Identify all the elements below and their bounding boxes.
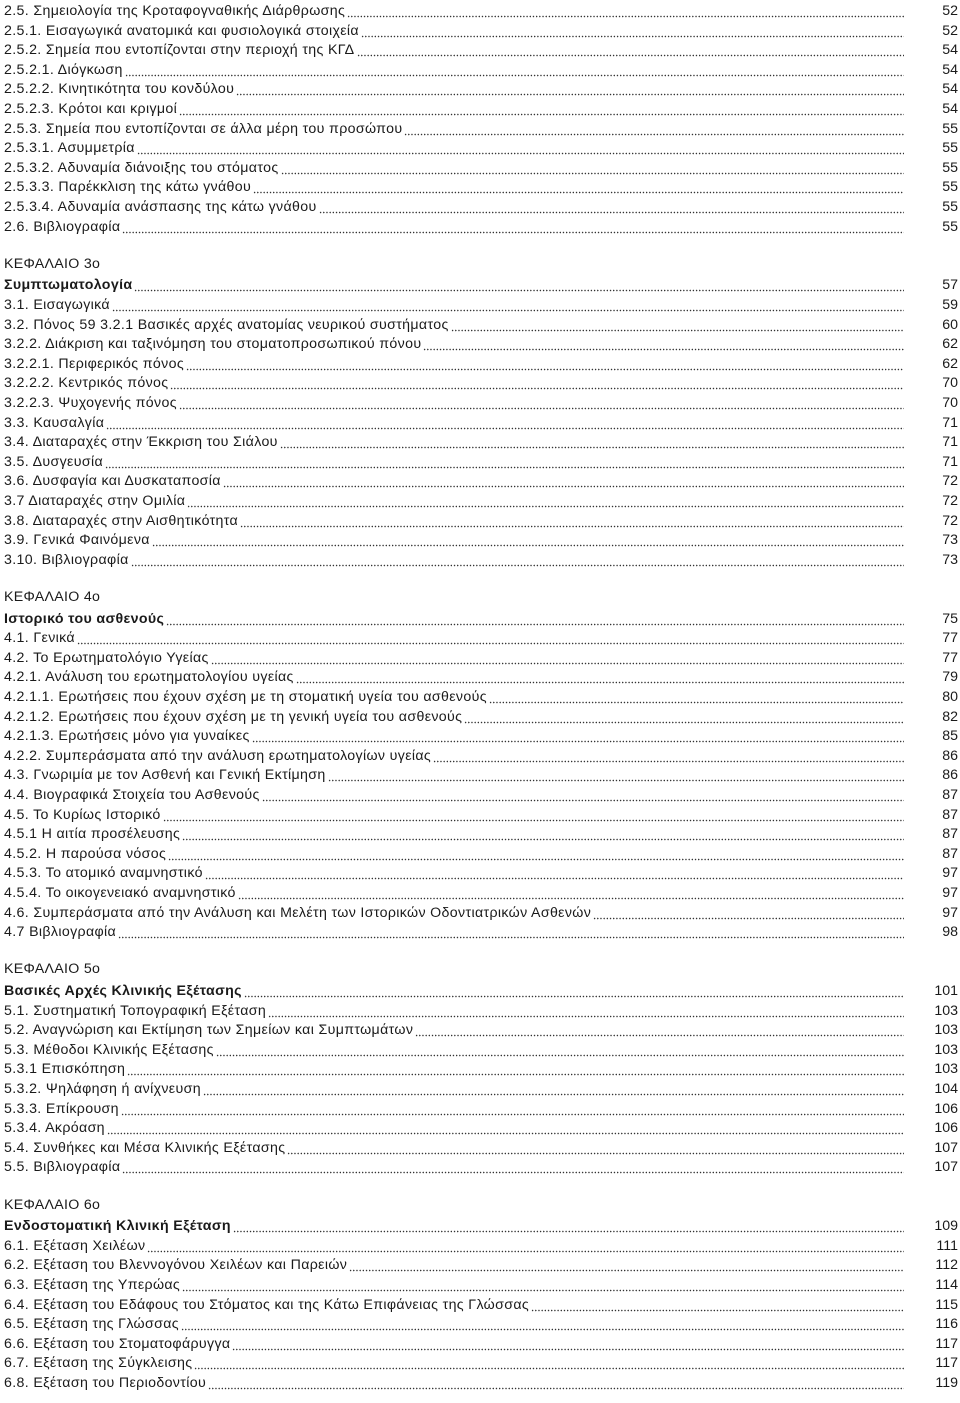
dot-leader bbox=[281, 161, 904, 175]
toc-entry-title: 3.2.2.1. Περιφερικός πόνος bbox=[4, 355, 185, 372]
dot-leader bbox=[232, 1337, 904, 1351]
dot-leader bbox=[182, 827, 904, 841]
toc-entry[interactable] bbox=[4, 1372, 958, 1392]
dot-leader bbox=[268, 1004, 904, 1018]
dot-leader bbox=[531, 1298, 904, 1312]
toc-entry[interactable] bbox=[4, 1117, 958, 1137]
toc-entry-title: 6.6. Εξέταση του Στοματοφάρυγγα bbox=[4, 1335, 231, 1352]
toc-page-number: 106 bbox=[934, 1120, 958, 1137]
toc-entry-title: 4.5.3. Το ατομικό αναμνηστικό bbox=[4, 865, 203, 882]
toc-entry-title: 5.1. Συστηματική Τοπογραφική Εξέταση bbox=[4, 1002, 267, 1019]
toc-entry-title: 4.7 Βιβλιογραφία bbox=[4, 924, 117, 941]
toc-entry-title: 5.3.2. Ψηλάφηση ή ανίχνευση bbox=[4, 1081, 201, 1097]
toc-entry-title: 2.5.3.3. Παρέκκλιση της κάτω γνάθου bbox=[4, 179, 252, 196]
toc-page-number: 77 bbox=[942, 649, 958, 666]
dot-leader bbox=[433, 749, 904, 763]
toc-entry[interactable] bbox=[4, 1352, 958, 1372]
toc-entry-title: Ενδοστοματική Κλινική Εξέταση bbox=[4, 1218, 231, 1235]
dot-leader bbox=[489, 690, 904, 704]
toc-entry[interactable] bbox=[4, 470, 958, 490]
toc-entry-title: 3.5. Δυσγευσία bbox=[4, 453, 104, 470]
toc-entry[interactable] bbox=[4, 647, 958, 667]
toc-page-number: 104 bbox=[934, 1081, 958, 1097]
toc-entry[interactable] bbox=[4, 823, 958, 843]
toc-entry[interactable] bbox=[4, 1313, 958, 1333]
dot-leader bbox=[328, 768, 904, 782]
dot-leader bbox=[280, 435, 904, 449]
dot-leader bbox=[147, 1239, 904, 1253]
toc-entry-title: 5.2. Αναγνώριση και Εκτίμηση των Σημείων και Συμπτωμάτων bbox=[4, 1022, 414, 1039]
dot-leader bbox=[105, 455, 904, 469]
dot-leader bbox=[170, 376, 904, 390]
toc-entry[interactable] bbox=[4, 784, 958, 804]
toc-page-number: 71 bbox=[942, 434, 958, 451]
toc-entry-title: 3.2. Πόνος 59 3.2.1 Βασικές αρχές ανατομίας νευρικού συστήματος bbox=[4, 316, 449, 333]
toc-entry[interactable] bbox=[4, 1019, 958, 1039]
toc-entry-title: 2.5.3.4. Αδυναμία ανάσπασης της κάτω γνάθου bbox=[4, 199, 317, 215]
toc-entry-title: 6.5. Εξέταση της Γλώσσας bbox=[4, 1316, 179, 1333]
dot-leader bbox=[186, 357, 904, 371]
dot-leader bbox=[179, 102, 904, 116]
toc-entry-title: 3.6. Δυσφαγία και Δυσκαταποσία bbox=[4, 473, 221, 490]
toc-page-number: 107 bbox=[934, 1159, 958, 1176]
toc-page-number: 73 bbox=[942, 532, 958, 549]
dot-leader bbox=[181, 1317, 904, 1331]
toc-page-number: 57 bbox=[942, 277, 958, 294]
toc-page-number: 54 bbox=[942, 101, 958, 117]
dot-leader bbox=[122, 1160, 904, 1174]
toc-entry[interactable] bbox=[4, 1098, 958, 1118]
toc-page-number: 107 bbox=[934, 1139, 958, 1156]
toc-entry-title: 3.2.2.2. Κεντρικός πόνος bbox=[4, 375, 169, 392]
toc-page-number: 115 bbox=[935, 1296, 958, 1313]
toc-entry-title: 2.5.3. Σημεία που εντοπίζονται σε άλλα μέρη του προσώπου bbox=[4, 120, 403, 137]
dot-leader bbox=[287, 1141, 904, 1155]
toc-page-number: 54 bbox=[942, 42, 958, 59]
toc-page-number: 70 bbox=[942, 375, 958, 392]
toc-entry-title: 5.3. Μέθοδοι Κλινικής Εξέτασης bbox=[4, 1041, 214, 1058]
dot-leader bbox=[203, 1082, 904, 1096]
toc-entry[interactable] bbox=[4, 666, 958, 686]
dot-leader bbox=[244, 984, 904, 998]
toc-entry-title: 2.5. Σημειολογία της Κροταφογναθικής Διάρθρωσης bbox=[4, 3, 346, 19]
toc-entry[interactable] bbox=[4, 804, 958, 824]
toc-page-number: 72 bbox=[942, 512, 958, 529]
toc-page-number: 87 bbox=[942, 787, 958, 803]
toc-page-number: 77 bbox=[942, 630, 958, 647]
dot-leader bbox=[134, 278, 904, 292]
toc-entry-title: 4.2. Το Ερωτηματολόγιο Υγείας bbox=[4, 649, 209, 666]
toc-entry[interactable] bbox=[4, 372, 958, 392]
dot-leader bbox=[319, 200, 904, 214]
toc-entry[interactable] bbox=[4, 1333, 958, 1353]
toc-entry[interactable] bbox=[4, 451, 958, 471]
dot-leader bbox=[349, 1258, 904, 1272]
toc-entry-title: 4.2.1.2. Ερωτήσεις που έχουν σχέση με τη γενική υγεία του ασθενούς bbox=[4, 708, 463, 725]
toc-page-number: 111 bbox=[936, 1237, 958, 1254]
toc-entry[interactable] bbox=[4, 412, 958, 432]
dot-leader bbox=[238, 886, 904, 900]
toc-entry[interactable] bbox=[4, 216, 958, 236]
toc-entry[interactable] bbox=[4, 1254, 958, 1274]
toc-entry-title: Βασικές Αρχές Κλινικής Εξέτασης bbox=[4, 983, 242, 999]
toc-entry[interactable] bbox=[4, 392, 958, 412]
toc-entry[interactable] bbox=[4, 1235, 958, 1255]
toc-entry-title: 2.5.2.2. Κινητικότητα του κονδύλου bbox=[4, 81, 235, 98]
toc-entry-title: 3.9. Γενικά Φαινόμενα bbox=[4, 532, 150, 549]
toc-entry-title: 4.2.1.3. Ερωτήσεις μόνο για γυναίκες bbox=[4, 728, 250, 745]
toc-entry-title: 4.2.1. Ανάλυση του ερωτηματολογίου υγείας bbox=[4, 669, 294, 686]
toc-page-number: 82 bbox=[942, 708, 958, 725]
toc-page-number: 80 bbox=[942, 689, 958, 705]
toc-page-number: 103 bbox=[934, 1041, 958, 1058]
toc-page-number: 87 bbox=[942, 826, 958, 843]
toc-entry[interactable] bbox=[4, 862, 958, 882]
dot-leader bbox=[236, 82, 904, 96]
toc-entry[interactable] bbox=[4, 294, 958, 314]
toc-page-number: 103 bbox=[934, 1061, 958, 1078]
toc-page-number: 71 bbox=[942, 414, 958, 431]
toc-page-number: 59 bbox=[942, 297, 958, 313]
dot-leader bbox=[106, 416, 904, 430]
toc-entry-title: 5.3.1 Επισκόπηση bbox=[4, 1061, 126, 1078]
toc-entry-title: 3.1. Εισαγωγικά bbox=[4, 297, 110, 313]
dot-leader bbox=[208, 1376, 904, 1390]
toc-entry-title: 3.3. Καυσαλγία bbox=[4, 414, 105, 431]
toc-page-number: 75 bbox=[942, 610, 958, 627]
toc-entry-title: 3.10. Βιβλιογραφία bbox=[4, 551, 129, 568]
toc-page-number: 62 bbox=[942, 336, 958, 353]
toc-entry[interactable] bbox=[4, 431, 958, 451]
toc-entry[interactable] bbox=[4, 157, 958, 177]
dot-leader bbox=[296, 670, 904, 684]
toc-entry-title: 6.4. Εξέταση του Εδάφους του Στόματος και της Κάτω Επιφάνειας της Γλώσσας bbox=[4, 1296, 530, 1313]
dot-leader bbox=[122, 220, 904, 234]
dot-leader bbox=[77, 631, 904, 645]
dot-leader bbox=[240, 514, 904, 528]
toc-entry[interactable] bbox=[4, 39, 958, 59]
dot-leader bbox=[121, 1102, 904, 1116]
toc-entry[interactable] bbox=[4, 686, 958, 706]
dot-leader bbox=[137, 141, 904, 155]
chapter-heading: ΚΕΦΑΛΑΙΟ 5ο bbox=[4, 961, 101, 978]
dot-leader bbox=[216, 1043, 904, 1057]
dot-leader bbox=[112, 298, 904, 312]
toc-page-number: 55 bbox=[942, 140, 958, 157]
toc-entry-title: 3.4. Διαταραχές στην Έκκριση του Σιάλου bbox=[4, 434, 278, 451]
dot-leader bbox=[179, 396, 904, 410]
dot-leader bbox=[152, 533, 904, 547]
toc-page-number: 97 bbox=[942, 865, 958, 882]
dot-leader bbox=[357, 43, 905, 57]
toc-entry[interactable] bbox=[4, 510, 958, 530]
toc-entry[interactable] bbox=[4, 529, 958, 549]
toc-page-number: 87 bbox=[942, 806, 958, 823]
toc-entry[interactable] bbox=[4, 1274, 958, 1294]
toc-entry-title: 6.7. Εξέταση της Σύγκλεισης bbox=[4, 1355, 193, 1372]
toc-page-number: 103 bbox=[934, 1022, 958, 1039]
toc-entry[interactable] bbox=[4, 353, 958, 373]
toc-page-number: 86 bbox=[942, 747, 958, 764]
toc-entry[interactable] bbox=[4, 1000, 958, 1020]
dot-leader bbox=[131, 553, 904, 567]
toc-entry[interactable] bbox=[4, 882, 958, 902]
toc-entry[interactable] bbox=[4, 20, 958, 40]
toc-entry-title: 2.5.3.1. Ασυμμετρία bbox=[4, 140, 135, 157]
dot-leader bbox=[451, 318, 904, 332]
dot-leader bbox=[593, 906, 904, 920]
toc-page-number: 119 bbox=[935, 1375, 958, 1391]
dot-leader bbox=[107, 1121, 904, 1135]
toc-entry[interactable] bbox=[4, 706, 958, 726]
dot-leader bbox=[223, 474, 904, 488]
toc-entry-title: Ιστορικό του ασθενούς bbox=[4, 610, 165, 627]
toc-entry-title: 3.2.2.3. Ψυχογενής πόνος bbox=[4, 395, 177, 411]
dot-leader bbox=[125, 63, 904, 77]
chapter-title-entry[interactable] bbox=[4, 608, 958, 628]
toc-entry-title: 5.4. Συνθήκες και Μέσα Κλινικής Εξέτασης bbox=[4, 1139, 286, 1156]
toc-entry-title: 5.3.3. Επίκρουση bbox=[4, 1100, 119, 1117]
dot-leader bbox=[233, 1219, 904, 1233]
toc-page-number: 62 bbox=[942, 355, 958, 372]
toc-entry[interactable] bbox=[4, 745, 958, 765]
toc-entry[interactable] bbox=[4, 1039, 958, 1059]
toc-page-number: 60 bbox=[942, 316, 958, 333]
toc-entry-title: 5.5. Βιβλιογραφία bbox=[4, 1159, 121, 1176]
toc-entry[interactable] bbox=[4, 843, 958, 863]
toc-page-number: 73 bbox=[942, 551, 958, 568]
toc-entry-title: 4.2.1.1. Ερωτήσεις που έχουν σχέση με τη στοματική υγεία του ασθενούς bbox=[4, 689, 487, 705]
toc-page-number: 87 bbox=[942, 845, 958, 862]
toc-page-number: 72 bbox=[942, 493, 958, 509]
toc-entry[interactable] bbox=[4, 725, 958, 745]
toc-entry[interactable] bbox=[4, 490, 958, 510]
toc-page-number: 55 bbox=[942, 159, 958, 176]
toc-page-number: 97 bbox=[942, 885, 958, 901]
dot-leader bbox=[211, 651, 904, 665]
toc-entry[interactable] bbox=[4, 78, 958, 98]
dot-leader bbox=[127, 1062, 904, 1076]
toc-entry-title: 6.3. Εξέταση της Υπερώας bbox=[4, 1277, 181, 1293]
dot-leader bbox=[347, 4, 904, 18]
toc-entry-title: 2.5.2.3. Κρότοι και κριγμοί bbox=[4, 101, 178, 117]
chapter-heading: ΚΕΦΑΛΑΙΟ 3ο bbox=[4, 255, 101, 272]
toc-entry[interactable] bbox=[4, 59, 958, 79]
toc-entry-title: 4.3. Γνωριμία με τον Ασθενή και Γενική Εκτίμηση bbox=[4, 767, 326, 784]
toc-entry[interactable] bbox=[4, 764, 958, 784]
dot-leader bbox=[182, 1278, 904, 1292]
chapter-heading: ΚΕΦΑΛΑΙΟ 4ο bbox=[4, 589, 101, 605]
toc-entry[interactable] bbox=[4, 902, 958, 922]
dot-leader bbox=[252, 729, 904, 743]
toc-entry-title: 4.5.1 Η αιτία προσέλευσης bbox=[4, 826, 181, 843]
toc-page-number: 97 bbox=[942, 904, 958, 921]
dot-leader bbox=[168, 847, 904, 861]
toc-entry-title: 2.5.2.1. Διόγκωση bbox=[4, 61, 123, 78]
toc-page-number: 79 bbox=[942, 669, 958, 686]
toc-entry-title: 5.3.4. Ακρόαση bbox=[4, 1120, 105, 1137]
dot-leader bbox=[404, 122, 904, 136]
toc-entry[interactable] bbox=[4, 1156, 958, 1176]
toc-entry[interactable] bbox=[4, 0, 958, 20]
toc-page-number: 112 bbox=[935, 1257, 958, 1274]
toc-page-number: 71 bbox=[942, 453, 958, 470]
toc-entry-title: 4.5.2. Η παρούσα νόσος bbox=[4, 845, 167, 862]
toc-page-number: 103 bbox=[934, 1002, 958, 1019]
toc-entry-title: 4.5.4. Το οικογενειακό αναμνηστικό bbox=[4, 885, 236, 901]
dot-leader bbox=[205, 866, 904, 880]
toc-entry[interactable] bbox=[4, 196, 958, 216]
toc-page-number: 55 bbox=[942, 179, 958, 196]
toc-entry-title: 4.4. Βιογραφικά Στοιχεία του Ασθενούς bbox=[4, 787, 260, 803]
toc-page-number: 55 bbox=[942, 218, 958, 235]
dot-leader bbox=[415, 1023, 904, 1037]
toc-page-number: 54 bbox=[942, 81, 958, 98]
dot-leader bbox=[423, 337, 904, 351]
toc-entry-title: 6.2. Εξέταση του Βλεννογόνου Χειλέων και Παρειών bbox=[4, 1257, 348, 1274]
toc-page-number: 70 bbox=[942, 395, 958, 411]
toc-page-number: 117 bbox=[935, 1355, 958, 1372]
toc-page-number: 52 bbox=[942, 3, 958, 19]
toc-page-number: 98 bbox=[942, 924, 958, 941]
chapter-heading: ΚΕΦΑΛΑΙΟ 6ο bbox=[4, 1196, 101, 1213]
chapter-title-entry[interactable] bbox=[4, 1215, 958, 1235]
dot-leader bbox=[253, 180, 904, 194]
toc-entry-title: 4.6. Συμπεράσματα από την Ανάλυση και Μελέτη των Ιστορικών Οδοντιατρικών Ασθενών bbox=[4, 904, 592, 921]
toc-entry-title: 4.2.2. Συμπεράσματα από την ανάλυση ερωτηματολογίων υγείας bbox=[4, 747, 432, 764]
toc-page-number: 54 bbox=[942, 61, 958, 78]
toc-entry-title: 4.1. Γενικά bbox=[4, 630, 75, 647]
dot-leader bbox=[194, 1356, 904, 1370]
toc-entry-title: Συμπτωματολογία bbox=[4, 277, 133, 294]
toc-entry[interactable] bbox=[4, 627, 958, 647]
toc-entry[interactable] bbox=[4, 176, 958, 196]
toc-entry-title: 3.8. Διαταραχές στην Αισθητικότητα bbox=[4, 512, 239, 529]
dot-leader bbox=[262, 788, 904, 802]
toc-entry[interactable] bbox=[4, 118, 958, 138]
toc-page-number: 117 bbox=[935, 1335, 958, 1352]
toc-entry-title: 6.8. Εξέταση του Περιοδοντίου bbox=[4, 1375, 207, 1391]
toc-page-number: 86 bbox=[942, 767, 958, 784]
dot-leader bbox=[187, 494, 904, 508]
dot-leader bbox=[361, 24, 904, 38]
toc-entry[interactable] bbox=[4, 333, 958, 353]
toc-page-number: 101 bbox=[934, 983, 958, 999]
toc-entry[interactable] bbox=[4, 1078, 958, 1098]
toc-entry[interactable] bbox=[4, 549, 958, 569]
toc-entry-title: 2.5.2. Σημεία που εντοπίζονται στην περιοχή της ΚΓΔ bbox=[4, 42, 355, 59]
dot-leader bbox=[464, 710, 904, 724]
dot-leader bbox=[166, 612, 904, 626]
toc-entry[interactable] bbox=[4, 314, 958, 334]
toc-page-number: 52 bbox=[942, 22, 958, 39]
toc-entry[interactable] bbox=[4, 1294, 958, 1314]
chapter-title-entry[interactable] bbox=[4, 274, 958, 294]
toc-entry[interactable] bbox=[4, 1137, 958, 1157]
toc-entry-title: 2.5.3.2. Αδυναμία διάνοιξης του στόματος bbox=[4, 159, 279, 176]
toc-page-number: 116 bbox=[935, 1316, 958, 1333]
toc-entry-title: 3.2.2. Διάκριση και ταξινόμηση του στοματοπροσωπικού πόνου bbox=[4, 336, 422, 353]
toc-page-number: 55 bbox=[942, 120, 958, 137]
toc-entry[interactable] bbox=[4, 98, 958, 118]
toc-entry-title: 6.1. Εξέταση Χειλέων bbox=[4, 1237, 146, 1254]
toc-page-number: 72 bbox=[942, 473, 958, 490]
toc-page-number: 85 bbox=[942, 728, 958, 745]
toc-entry-title: 3.7 Διαταραχές στην Ομιλία bbox=[4, 493, 186, 509]
toc-entry-title: 2.6. Βιβλιογραφία bbox=[4, 218, 121, 235]
toc-entry[interactable] bbox=[4, 1058, 958, 1078]
toc-entry-title: 4.5. Το Κυρίως Ιστορικό bbox=[4, 806, 161, 823]
dot-leader bbox=[118, 925, 904, 939]
chapter-title-entry[interactable] bbox=[4, 980, 958, 1000]
dot-leader bbox=[163, 808, 904, 822]
toc-page-number: 114 bbox=[935, 1277, 958, 1293]
toc-page-number: 109 bbox=[934, 1218, 958, 1235]
toc-page-number: 106 bbox=[934, 1100, 958, 1117]
toc-entry[interactable] bbox=[4, 137, 958, 157]
toc-entry-title: 2.5.1. Εισαγωγικά ανατομικά και φυσιολογικά στοιχεία bbox=[4, 22, 359, 39]
toc-entry[interactable] bbox=[4, 921, 958, 941]
toc-page-number: 55 bbox=[942, 199, 958, 215]
